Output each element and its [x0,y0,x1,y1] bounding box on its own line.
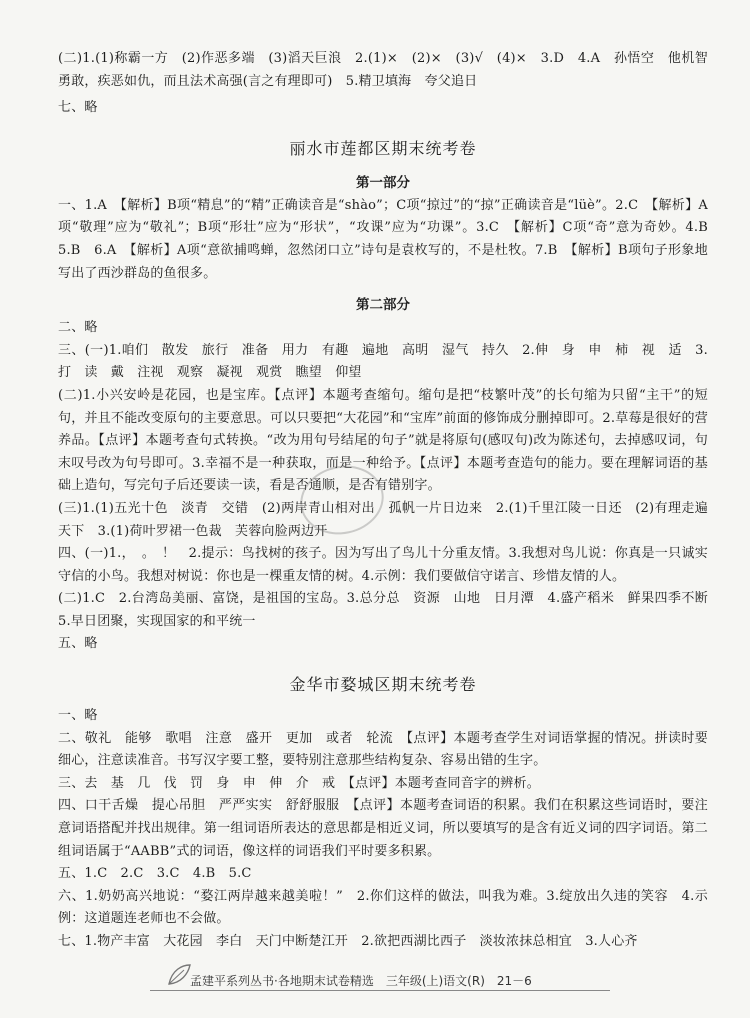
paragraph-section-four-two: (二)1.C 2.台湾岛美丽、富饶，是祖国的宝岛。3.总分总 资源 山地 日月潭 4.盛产稻米 鲜果四季不断 5.早日团聚，实现国家的和平统一 [58,591,722,629]
exam-title-jinhua: 金华市婺城区期末统考卷 [289,675,477,695]
paragraph-jinhua-seven: 七、1.物产丰富 大花园 李白 天门中断楚江开 2.欲把西湖比西子 淡妆浓抹总相宜 3.人心齐 [58,934,638,949]
paragraph-continued-answers: (二)1.(1)称霸一方 (2)作恶多端 (3)滔天巨浪 2.(1)× (2)× (3)√ (4)× 3.D 4.A 孙悟空 他机智勇敢，疾恶如仇，而且法术高强(言之有理即可) 5.精卫填海 夸父追日 [58,51,708,89]
paragraph-section-two: 二、略 [58,320,98,336]
part-one-heading: 第一部分 [356,174,410,191]
site-watermark [600,958,730,1014]
paragraph-jinhua-six: 六、1.奶奶高兴地说：“婺江两岸越来越美啦！” 2.你们这样的做法，叫我为难。3.绽放出久违的笑容 4.示例：这道题连老师也不会做。 [58,888,708,927]
paragraph-section-three-two: (二)1.小兴安岭是花园，也是宝库。【点评】本题考查缩句。缩句是把“枝繁叶茂”的长句缩为只留“主干”的短句，并且不能改变原句的主要意思。可以只要把“大花园”和“宝库”前面的修饰成分删掉即可。2.草莓是很好的营养品。【点评】本题考查句式转换。“改为用句号结尾的句子”就是将原句(感叹句)改为陈述句，去掉感叹词，句末叹号改为句号即可。3.幸福不是一种获取，而是一种给予。【点评】本题考查造句的能力。要在理解词语的基础上造句，写完句子后还要读一读，看是否通顺，是否有错别字。 [58,387,708,494]
paragraph-jinhua-one: 一、略 [58,708,98,724]
exam-title-lishui: 丽水市莲都区期末统考卷 [289,138,477,158]
paragraph-section-three-three: (三)1.(1)五光十色 淡青 交错 (2)两岸青山相对出 孤帆一片日边来 2.(1)千里江陵一日还 (2)有理走遍天下 3.(1)荷叶罗裙一色裁 芙蓉向脸两边开 [58,500,708,539]
paragraph-section-three-one: 三、(一)1.咱们 散发 旅行 准备 用力 有趣 遍地 高明 湿气 持久 2.伸 身 申 柿 视 适 3.打 读 戴 注视 观察 凝视 观赏 瞧望 仰望 [58,342,708,381]
paragraph-jinhua-five: 五、1.C 2.C 3.C 4.B 5.C [58,866,252,882]
paragraph-section-five: 五、略 [58,636,98,652]
footer-text: 孟建平系列丛书·各地期末试卷精选 三年级(上)语文(R) 21－6 [190,974,532,988]
footer-rule [150,990,610,991]
paragraph-section-seven: 七、略 [58,100,98,116]
paragraph-jinhua-four: 四、口干舌燥 提心吊胆 严严实实 舒舒服服 【点评】本题考查词语的积累。我们在积累这些词语时，要注意词语搭配并找出规律。第一组词语所表达的意思都是相近义词，所以要填写的是含有近义词的四字词语。第二组词语属于“AABB”式的词语，像这样的词语我们平时要多积累。 [58,798,708,859]
paragraph-jinhua-three: 三、去 基 几 伐 罚 身 申 伸 介 戒 【点评】本题考查同音字的辨析。 [58,775,540,791]
part-two-heading: 第二部分 [356,297,410,314]
paragraph-jinhua-two: 二、敬礼 能够 歌唱 注意 盛开 更加 或者 轮流 【点评】本题考查学生对词语掌握的情况。拼读时要细心，注意读准音。书写汉字要工整，要特别注意那些结构复杂、容易出错的生字。 [58,730,708,769]
page-footer [150,972,610,989]
paragraph-part-one-answers: 一、1.A 【解析】B项“精息”的“精”正确读音是“shào”；C项“掠过”的“掠”正确读音是“lüè”。2.C 【解析】A项“敬理”应为“敬礼”；B项“形壮”应为“形状”，“攻课”应为“功课”。3.C 【解析】C项“奇”意为奇妙。4.B 5.B 6.A 【解析】A项“意欲捕鸣蝉，忽然闭口立”诗句是袁枚写的，不是杜牧。7.B 【解析】B项句子形象地写出了西沙群岛的鱼很多。 [58,197,722,281]
paragraph-section-four-one: 四、(一)1.， 。 ！ 2.提示：鸟找树的孩子。因为写出了鸟儿十分重友情。3.我想对鸟儿说：你真是一只诚实守信的小鸟。我想对树说：你也是一棵重友情的树。4.示例：我们要做信守诺言、珍惜友情的人。 [58,546,708,584]
